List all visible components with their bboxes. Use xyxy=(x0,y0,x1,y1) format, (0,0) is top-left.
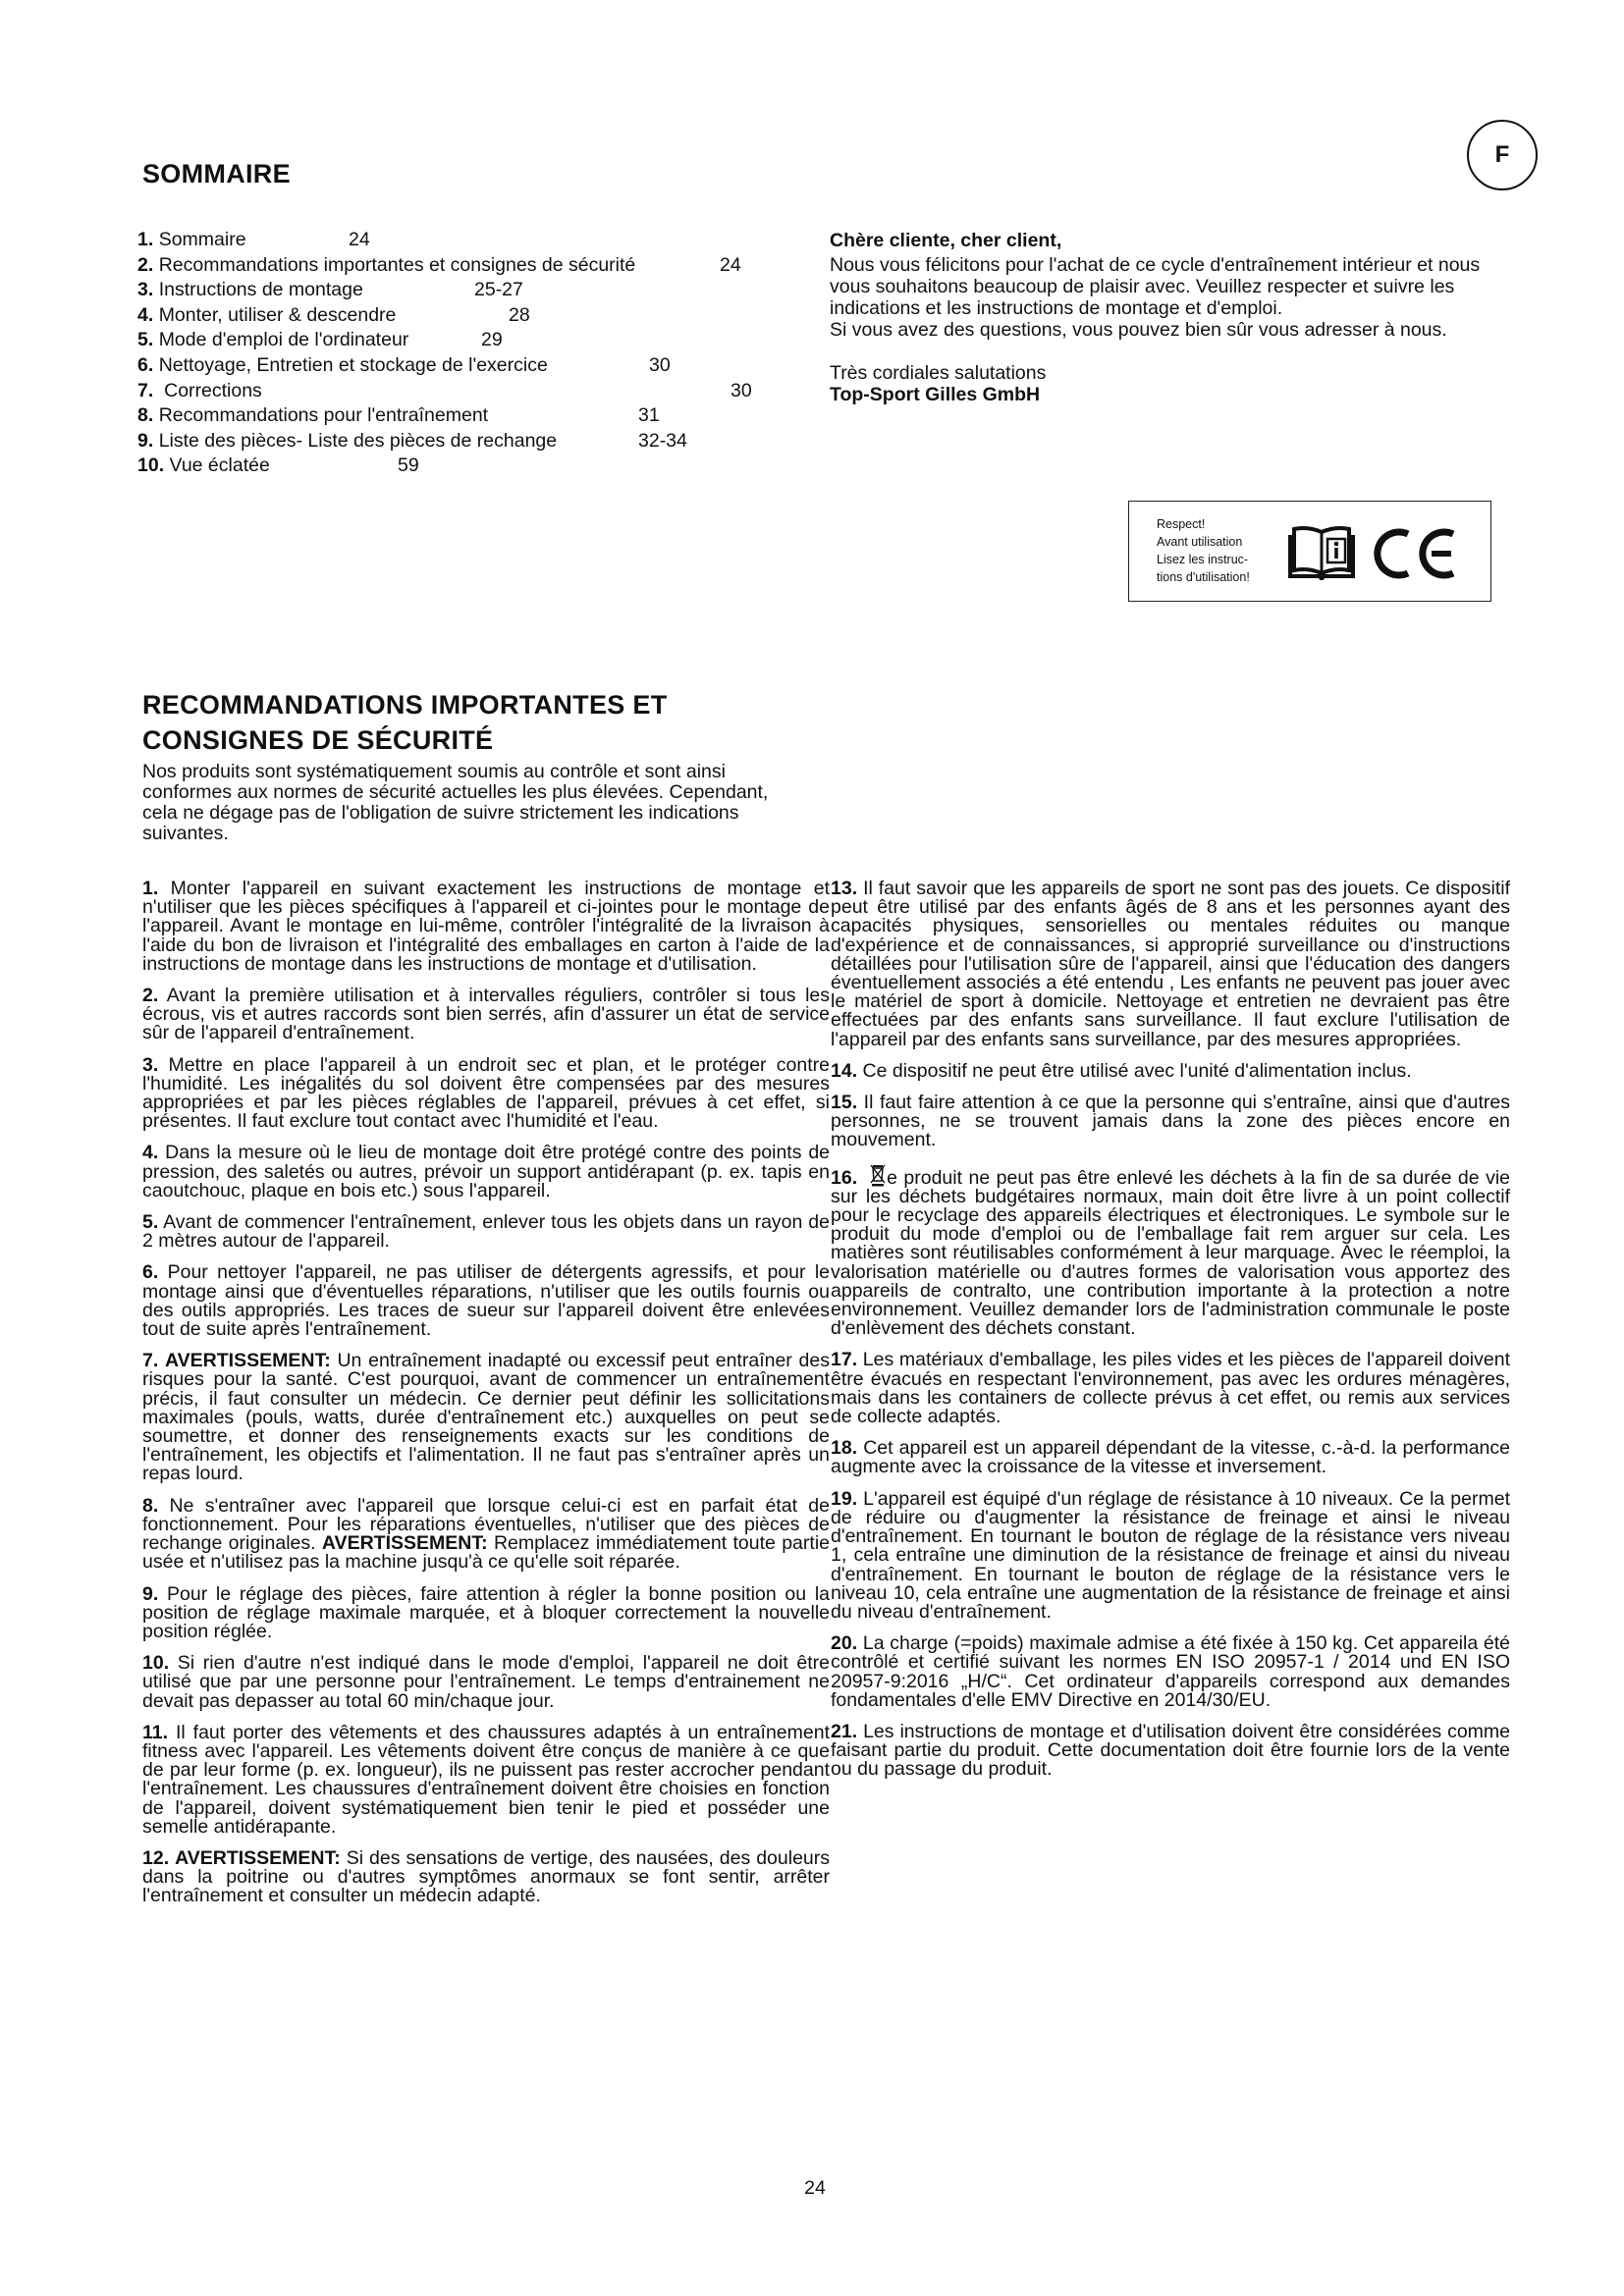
toc-item-2 xyxy=(137,253,766,279)
safety-item-1: 1. Monter l'appareil en suivant exactement les instructions de montage et n'utiliser que les pièces spécifiques à l'appareil et ci-jointes pour le montage de l'appareil. Avant le montage en lui-même, contrôler l'intégralité de la livraison à l'aide du bon de livraison et l'intégralité des emballages en carton à l'aide de la instructions de montage dans les instructions de montage et d'utilisation. xyxy=(142,878,831,975)
ce-mark-icon xyxy=(1369,525,1459,582)
safety-item-19: 19. L'appareil est équipé d'un réglage de résistance à 10 niveaux. Ce la permet de réduire ou d'augmenter la résistance de freinage et ainsi le niveau d'entraînement. En tournant le bouton de réglage de la résistance vers niveau 1, cela entraîne une diminution de la résistance de freinage et ainsi du niveau d'entraînement. En tournant le bouton de réglage de la résistance vers le niveau 10, cela entraîne une augmentation de la résistance de freinage et ainsi du niveau d'entraînement. xyxy=(831,1487,1510,1623)
toc-item-num: 9. xyxy=(137,429,154,452)
safety-item-14: 14. Ce dispositif ne peut être utilisé avec l'unité d'alimentation inclus. xyxy=(831,1059,1412,1082)
warning-line: tions d'utilisation! xyxy=(1157,570,1250,584)
toc-item-8 xyxy=(137,403,766,429)
toc-item-label: Corrections xyxy=(164,379,262,401)
toc-item-10 xyxy=(137,454,766,479)
toc-item-label: Monter, utiliser & descendre xyxy=(158,303,397,326)
toc-item-num: 6. xyxy=(137,353,154,376)
greeting-company: Top-Sport Gilles GmbH xyxy=(830,384,1041,405)
toc-item-9 xyxy=(137,429,766,454)
toc-item-6 xyxy=(137,353,766,379)
toc-item-3 xyxy=(137,278,766,303)
safety-item-13: 13. Il faut savoir que les appareils de sport ne sont pas des jouets. Ce dispositif peut être utilisé par des enfants âgés de 8 ans et les personnes ayant des capacités physiques, sensorielles ou mentales réduites ou manque d'expérience et de connaissances, si approprié surveillance ou d'instructions détaillées pour l'utilisation sûre de l'appareil, ainsi que l'éducation des dangers éventuellement associés a été entendu , Les enfants ne peuvent pas jouer avec le matériel de sport à domicile. Nettoyage et entretien ne devraient pas être effectuées par des enfants sans surveillance. Il faut exclure l'utilisation de l'appareil par des enfants sans surveillance, par des mesures appropriées. xyxy=(831,878,1510,1050)
toc-item-page: 24 xyxy=(720,253,741,276)
manual-book-icon xyxy=(1286,525,1357,580)
safety-title-line1: RECOMMANDATIONS IMPORTANTES ET xyxy=(142,690,668,720)
toc-item-1 xyxy=(137,228,766,253)
toc-item-label: Instructions de montage xyxy=(158,279,363,301)
weee-bin-icon xyxy=(870,1163,886,1187)
read-instructions-box xyxy=(1128,501,1491,602)
safety-intro: Nos produits sont systématiquement soumis au contrôle et sont ainsi conformes aux normes de sécurité actuelles les plus élevées. Cependant, cela ne dégage pas de l'obligation de suivre strictement les indications suivantes. xyxy=(142,761,769,844)
toc-item-7 xyxy=(137,379,766,404)
toc-item-page: 24 xyxy=(349,229,370,250)
toc-item-page: 29 xyxy=(481,329,503,351)
language-badge-label: F xyxy=(1494,141,1510,168)
safety-item-18: 18. Cet appareil est un appareil dépendant de la vitesse, c.-à-d. la performance augmente avec la croissance de la vitesse et inversement. xyxy=(831,1437,1510,1478)
safety-item-8: 8. Ne s'entraîner avec l'appareil que lorsque celui-ci est en parfait état de fonctionnement. Pour les réparations éventuelles, n'utiliser que des pièces de rechange originales. AVERTISSEMENT: Remplacez immédiatement toute partie usée et n'utilisez pas la machine jusqu'à ce qu'elle soit réparée. xyxy=(142,1494,830,1574)
warning-line: Avant utilisation xyxy=(1157,535,1243,549)
safety-item-4: 4. Dans la mesure où le lieu de montage doit être protégé contre des points de pression, des saletés ou autres, prévoir un support antidérapant (p. ex. tapis en caoutchouc, plaque en bois etc.) sous l'appareil. xyxy=(142,1142,831,1201)
page-number: 24 xyxy=(804,2177,826,2199)
safety-item-20: 20. La charge (=poids) maximale admise a été fixée à 150 kg. Cet appareila été contrôlé et certifié suivant les normes EN ISO 20957-1 / 2014 und EN ISO 20957-9:2016 „H/C“. Cet ordinateur d'appareils correspond aux demandes fondamentales d'elle EMV Directive en 2014/30/EU. xyxy=(831,1632,1511,1711)
toc-item-5 xyxy=(137,328,766,353)
safety-item-17: 17. Les matériaux d'emballage, les piles vides et les pièces de l'appareil doivent être évacués en respectant l'environnement, pas avec les ordures ménagères, mais dans les containers de collecte prévus à cet effet, ou remis aux services de collecte adaptés. xyxy=(831,1349,1510,1428)
safety-item-21: 21. Les instructions de montage et d'utilisation doivent être considérées comme faisant partie du produit. Cette documentation doit être fournie lors de la vente ou du passage du produit. xyxy=(831,1720,1510,1781)
safety-item-5: 5. Avant de commencer l'entraînement, enlever tous les objets dans un rayon de 2 mètres autour de l'appareil. xyxy=(142,1211,830,1253)
safety-item-3: 3. Mettre en place l'appareil à un endroit sec et plan, et le protéger contre l'humidité. Les inégalités du sol doivent être compensées par des mesures appropriées et par les pièces réglables de l'appareil, prévues à cet effet, si présentes. Il faut exclure tout contact avec l'humidité et l'eau. xyxy=(142,1053,830,1133)
toc-item-num: 4. xyxy=(137,303,154,326)
toc-item-label: Vue éclatée xyxy=(169,454,270,477)
safety-item-11: 11. Il faut porter des vêtements et des chaussures adaptés à un entraînement fitness avec l'appareil. Les vêtements doivent être conçus de manière à ce que de par leur forme (p. ex. longueur), ils ne puissent pas rester accrocher pendant l'entraînement. Les chaussures d'entraînement doivent être choisies en fonction de l'appareil, doivent systématiquement bien tenir le pied et posséder une semelle antidérapante. xyxy=(142,1721,831,1838)
toc-item-num: 2. xyxy=(137,253,154,276)
safety-item-16: 16. e produit ne peut pas être enlevé les déchets à la fin de sa durée de vie sur les déchets budgétaires normaux, main doit être livre à un point collectif pour le recyclage des appareils électriques et électroniques. Le symbole sur le produit du mode d'emploi ou de l'emballage fait rem arguer sur cela. Les matières sont réutilisables conformément à leur marquage. Avec le réemploi, la valorisation matérielle ou d'autres formes de valorisation vous apportez des appareils de contralto, une contribution importante à la protection a notre environnement. Veuillez demander lors de l'administration communale le poste d'enlèvement des déchets constant. xyxy=(831,1163,1510,1339)
toc-item-label: Recommandations importantes et consignes de sécurité xyxy=(158,253,636,276)
greeting-heading: Chère cliente, cher client, xyxy=(830,230,1062,251)
toc-item-page: 31 xyxy=(638,404,660,427)
toc-item-num: 3. xyxy=(137,279,154,301)
toc-item-num: 1. xyxy=(137,229,154,250)
safety-title-line2: CONSIGNES DE SÉCURITÉ xyxy=(142,725,494,755)
toc-item-label: Liste des pièces- Liste des pièces de rechange xyxy=(158,429,558,452)
toc-item-page: 30 xyxy=(731,379,752,401)
safety-column-left xyxy=(142,880,830,1919)
greeting-questions: Si vous avez des questions, vous pouvez bien sûr vous adresser à nous. xyxy=(830,319,1447,341)
safety-item-12: 12. AVERTISSEMENT: Si des sensations de vertige, des nausées, des douleurs dans la poitrine ou d'autres symptômes anormaux se font sentir, arrêter l'entraînement et consulter un médecin adapté. xyxy=(142,1846,831,1907)
greeting-closing: Très cordiales salutations xyxy=(830,362,1047,384)
toc-item-4 xyxy=(137,303,766,329)
warning-line: Respect! xyxy=(1157,517,1206,531)
greeting-body: Nous vous félicitons pour l'achat de ce cycle d'entraînement intérieur et nous vous souhaitons beaucoup de plaisir avec. Veuillez respecter et suivre les indications et les instructions de montage et d'emploi. xyxy=(830,254,1481,319)
safety-item-15: 15. Il faut faire attention à ce que la personne qui s'entraîne, ainsi que d'autres personnes, ne se trouvent jamais dans la zone des pièces encore en mouvement. xyxy=(831,1092,1510,1151)
toc-item-page: 30 xyxy=(649,353,671,376)
toc-item-num: 7. xyxy=(137,379,154,401)
toc-item-num: 5. xyxy=(137,329,154,351)
warning-line: Lisez les instruc- xyxy=(1157,553,1249,566)
toc-item-label: Sommaire xyxy=(158,229,246,250)
toc-item-page: 28 xyxy=(509,303,530,326)
toc-item-page: 25-27 xyxy=(474,279,523,301)
toc-item-label: Recommandations pour l'entraînement xyxy=(158,404,489,427)
safety-column-right xyxy=(831,880,1510,1792)
toc-item-label: Nettoyage, Entretien et stockage de l'exercice xyxy=(158,353,548,376)
safety-title xyxy=(142,687,668,758)
safety-item-2: 2. Avant la première utilisation et à intervalles réguliers, contrôler si tous les écrous, vis et autres raccords sont bien serrés, afin d'assurer un état de service sûr de l'appareil d'entraînement. xyxy=(142,985,830,1044)
safety-item-9: 9. Pour le réglage des pièces, faire attention à régler la bonne position ou la position de réglage maximale marquée, et à bloquer correctement la nouvelle position réglée. xyxy=(142,1582,831,1642)
toc-item-num: 10. xyxy=(137,454,165,477)
customer-greeting xyxy=(830,230,1507,405)
table-of-contents xyxy=(137,228,766,479)
toc-item-page: 59 xyxy=(398,454,419,477)
safety-item-10: 10. Si rien d'autre n'est indiqué dans le mode d'emploi, l'appareil ne doit être utilisé que par une personne pour l'entraînement. Le temps d'entrainement ne devait pas depasser au total 60 min/chaque jour. xyxy=(142,1652,830,1712)
toc-title: SOMMAIRE xyxy=(142,159,291,188)
toc-item-page: 32-34 xyxy=(638,429,687,452)
read-instructions-text xyxy=(1157,515,1250,586)
language-badge xyxy=(1467,120,1538,190)
toc-item-num: 8. xyxy=(137,404,154,427)
safety-item-7: 7. AVERTISSEMENT: Un entraînement inadapté ou excessif peut entraîner des risques pour la santé. C'est pourquoi, avant de commencer un entraînement précis, il faut consulter un médecin. Ce dernier peut définir les sollicitations maximales (pouls, watts, durée d'entraînement etc.) auxquelles on peut se soumettre, et donner des renseignements exacts sur les conditions de l'entraînement, les objectifs et l'alimentation. Il ne faut pas s'entraîner après un repas lourd. xyxy=(142,1350,830,1485)
safety-item-6: 6. Pour nettoyer l'appareil, ne pas utiliser de détergents agressifs, et pour le montage ainsi que d'éventuelles réparations, n'utiliser que les outils fournis ou des outils appropriés. Les traces de sueur sur l'appareil doivent être enlevées tout de suite après l'entraînement. xyxy=(142,1261,830,1341)
toc-item-label: Mode d'emploi de l'ordinateur xyxy=(158,329,409,351)
